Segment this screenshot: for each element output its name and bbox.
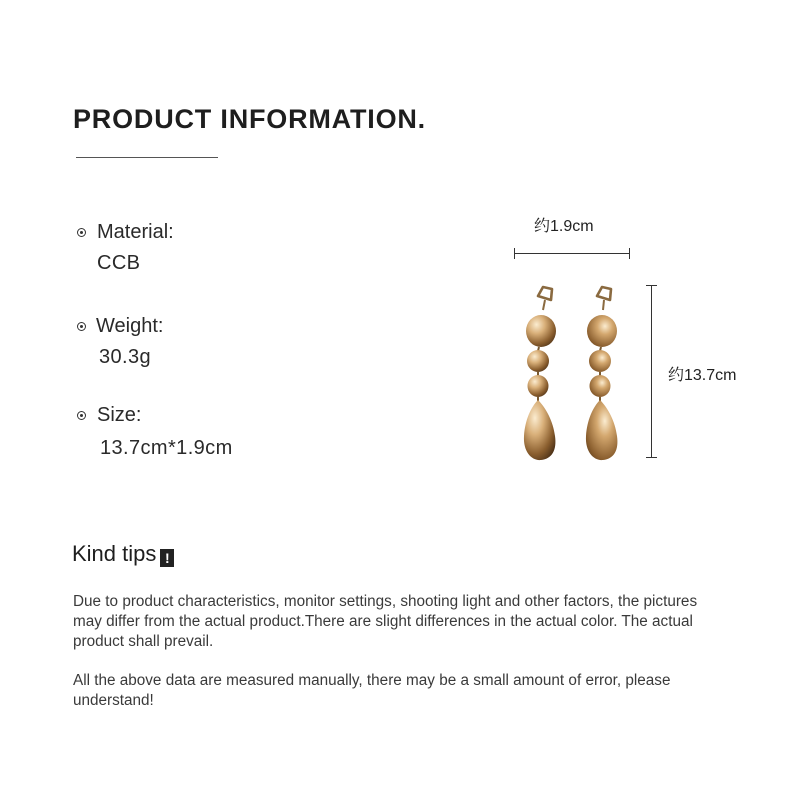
kind-tips-title: Kind tips: [72, 541, 157, 566]
page-title: PRODUCT INFORMATION.: [73, 104, 426, 134]
width-dimension-label: 约1.9cm: [534, 218, 594, 235]
height-dimension-line: [646, 285, 657, 458]
material-value: CCB: [97, 252, 141, 274]
bullet-icon: [77, 228, 86, 237]
title-divider: [76, 157, 218, 158]
width-dimension-line: [514, 248, 630, 259]
material-label: Material:: [97, 221, 174, 243]
size-value: 13.7cm*1.9cm: [100, 437, 233, 459]
kind-tips-heading: [72, 541, 174, 567]
warning-icon: !: [160, 549, 174, 567]
bullet-icon: [77, 322, 86, 331]
weight-label: Weight:: [96, 315, 164, 337]
earrings-image: [510, 280, 640, 465]
disclaimer-paragraph: Due to product characteristics, monitor settings, shooting light and other factors, the pictures may differ from the actual product.There are slight differences in the actual color. The actual product shall prevail.: [73, 593, 698, 650]
left-earring: [524, 287, 556, 460]
bullet-icon: [77, 411, 86, 420]
measurement-note: All the above data are measured manually, there may be a small amount of error, please understand!: [73, 672, 671, 709]
right-earring: [586, 287, 618, 460]
size-label: Size:: [97, 404, 142, 426]
weight-value: 30.3g: [99, 346, 152, 368]
height-dimension-label: 约13.7cm: [668, 367, 737, 384]
